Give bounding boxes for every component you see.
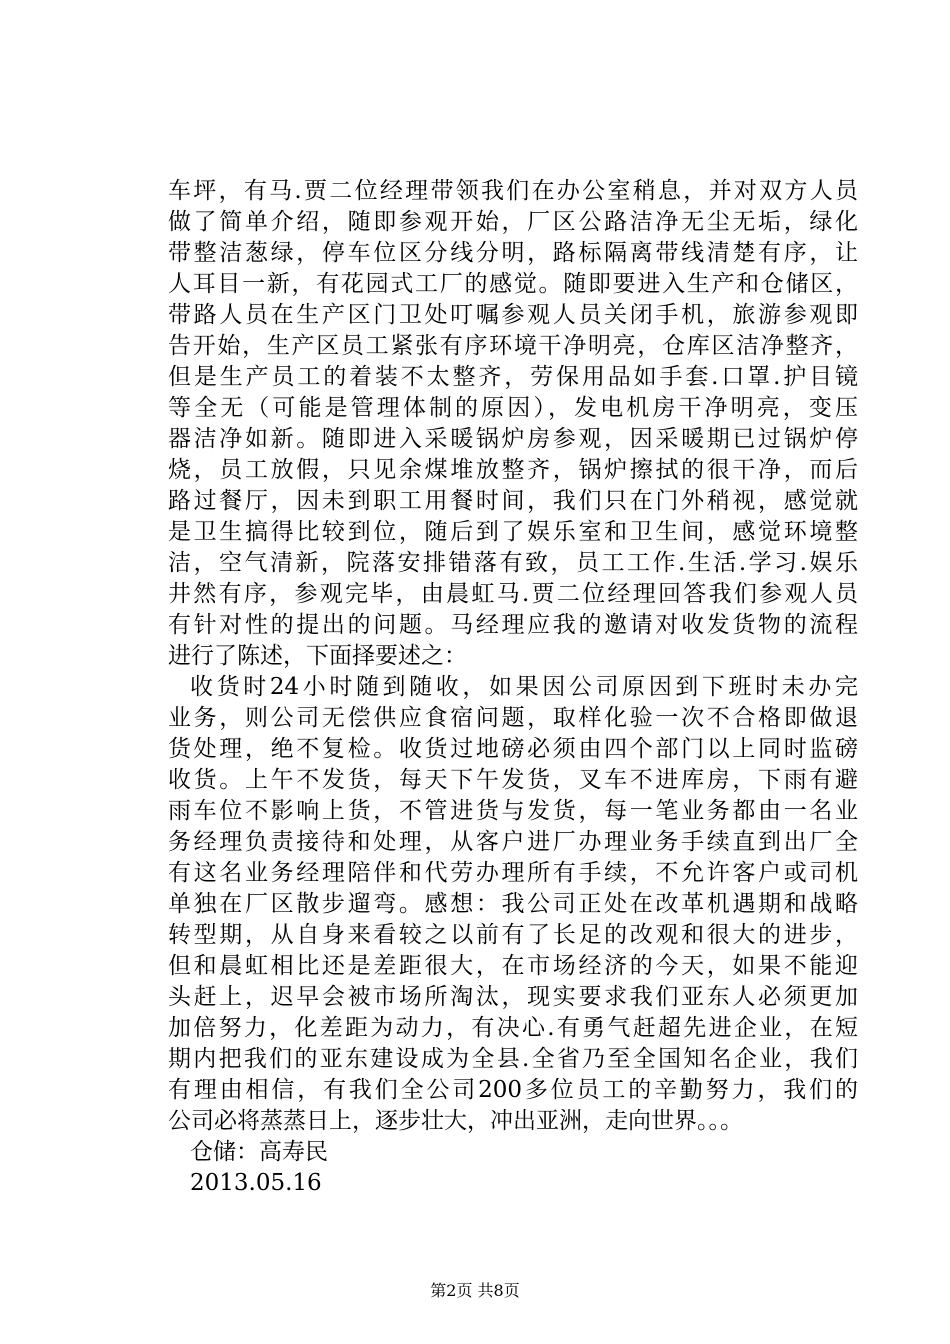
text-line: 期内把我们的亚东建设成为全县.全省乃至全国知名企业，我们	[168, 1046, 858, 1072]
text-line: 进行了陈述，下面择要述之：	[168, 643, 467, 669]
text-line: 做了简单介绍，随即参观开始，厂区公路洁净无尘无垢，绿化	[168, 209, 858, 235]
text-line: 车坪，有马.贾二位经理带领我们在办公室稍息，并对双方人员	[168, 178, 858, 204]
text-line: 烧，员工放假，只见余煤堆放整齐，锅炉擦拭的很干净，而后	[168, 457, 858, 483]
document-body	[168, 176, 858, 1199]
text-line: 有理由相信，有我们全公司200多位员工的辛勤努力，我们的	[168, 1077, 858, 1103]
text-line: 告开始，生产区员工紧张有序环境干净明亮，仓库区洁净整齐，	[168, 333, 858, 359]
text-line: 有针对性的提出的问题。马经理应我的邀请对收发货物的流程	[168, 612, 858, 638]
text-line: 但是生产员工的着装不太整齐，劳保用品如手套.口罩.护目镜	[168, 364, 858, 390]
text-line: 货处理，绝不复检。收货过地磅必须由四个部门以上同时监磅	[168, 736, 858, 762]
text-line: 收货时24小时随到随收，如果因公司原因到下班时未办完	[190, 674, 858, 700]
text-line: 器洁净如新。随即进入采暖锅炉房参观，因采暖期已过锅炉停	[168, 426, 858, 452]
document-date: 2013.05.16	[190, 1170, 322, 1196]
text-line: 收货。上午不发货，每天下午发货，叉车不进库房，下雨有避	[168, 767, 858, 793]
text-line: 路过餐厅，因未到职工用餐时间，我们只在门外稍视，感觉就	[168, 488, 858, 514]
text-line: 业务，则公司无偿供应食宿问题，取样化验一次不合格即做退	[168, 705, 858, 731]
text-line: 有这名业务经理陪伴和代劳办理所有手续，不允许客户或司机	[168, 860, 858, 886]
text-line: 头赶上，迟早会被市场所淘汰，现实要求我们亚东人必须更加	[168, 984, 858, 1010]
text-line: 务经理负责接待和处理，从客户进厂办理业务手续直到出厂全	[168, 829, 858, 855]
text-line: 转型期，从自身来看较之以前有了长足的改观和很大的进步，	[168, 922, 858, 948]
text-line: 但和晨虹相比还是差距很大，在市场经济的今天，如果不能迎	[168, 953, 858, 979]
signature: 仓储：高寿民	[190, 1139, 328, 1165]
text-line: 单独在厂区散步遛弯。感想：我公司正处在改革机遇期和战略	[168, 891, 858, 917]
text-line: 人耳目一新，有花园式工厂的感觉。随即要进入生产和仓储区，	[168, 271, 858, 297]
text-line: 加倍努力，化差距为动力，有决心.有勇气赶超先进企业，在短	[168, 1015, 858, 1041]
text-line: 雨车位不影响上货，不管进货与发货，每一笔业务都由一名业	[168, 798, 858, 824]
page-number: 第2页 共8页	[430, 1281, 520, 1300]
text-line: 公司必将蒸蒸日上，逐步壮大，冲出亚洲，走向世界。。。	[168, 1108, 743, 1134]
text-line: 是卫生搞得比较到位，随后到了娱乐室和卫生间，感觉环境整	[168, 519, 858, 545]
text-line: 洁，空气清新，院落安排错落有致，员工工作.生活.学习.娱乐	[168, 550, 858, 576]
text-line: 井然有序，参观完毕，由晨虹马.贾二位经理回答我们参观人员	[168, 581, 858, 607]
text-line: 带整洁葱绿，停车位区分线分明，路标隔离带线清楚有序，让	[168, 240, 858, 266]
text-line: 等全无（可能是管理体制的原因），发电机房干净明亮，变压	[168, 395, 858, 421]
text-line: 带路人员在生产区门卫处叮嘱参观人员关闭手机，旅游参观即	[168, 302, 858, 328]
